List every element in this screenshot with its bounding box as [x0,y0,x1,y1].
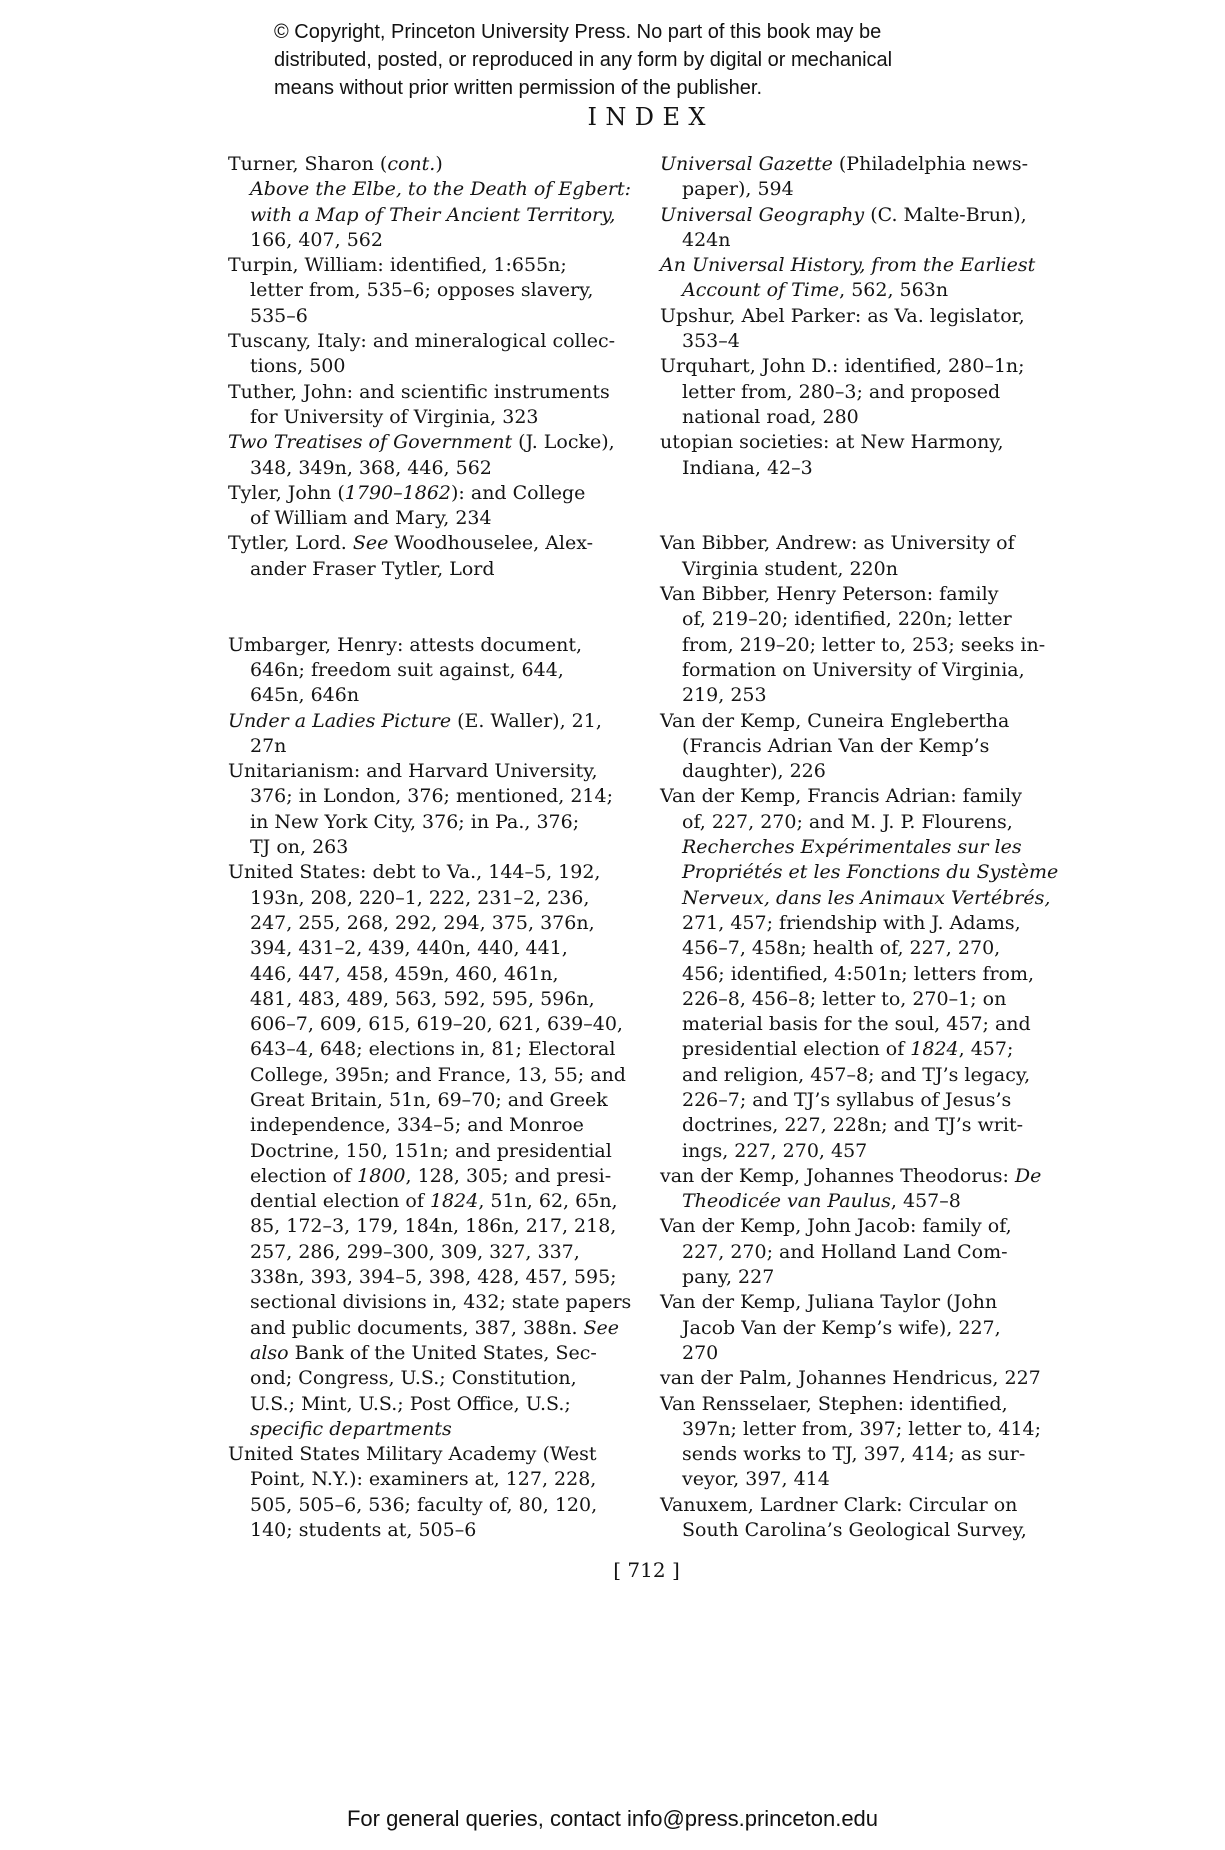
index-line: Propriétés et les Fonctions du Système [682,861,1059,884]
text-line: means without prior written permission of the publisher. [274,77,763,99]
index-line: 227, 270; and Holland Land Com- [682,1240,1008,1263]
index-line: ander Fraser Tytler, Lord [250,557,495,580]
index-line: (Francis Adrian Van der Kemp’s [682,734,990,757]
index-line: 394, 431–2, 439, 440n, 440, 441, [250,937,568,960]
index-line: 645n, 646n [250,684,360,707]
index-line: election of 1800, 128, 305; and presi- [250,1164,612,1187]
index-line: Great Britain, 51n, 69–70; and Greek [250,1088,608,1111]
index-line: Above the Elbe, to the Death of Egbert: [250,178,631,201]
index-line: Urquhart, John D.: identified, 280–1n; [660,355,1025,378]
index-line: daughter), 226 [682,760,826,783]
index-line: 643–4, 648; elections in, 81; Electoral [250,1038,616,1061]
index-line: sectional divisions in, 432; state papers [250,1291,632,1314]
index-line: 348, 349n, 368, 446, 562 [250,456,492,479]
index-line: 376; in London, 376; mentioned, 214; [250,785,614,808]
index-line: 646n; freedom suit against, 644, [250,658,564,681]
index-line: of, 227, 270; and M. J. P. Flourens, [682,810,1013,833]
index-line: of William and Mary, 234 [250,507,492,530]
index-line: dential election of 1824, 51n, 62, 65n, [250,1190,618,1213]
index-line: of, 219–20; identified, 220n; letter [682,608,1012,631]
index-line: 606–7, 609, 615, 619–20, 621, 639–40, [250,1013,623,1036]
text-line: © Copyright, Princeton University Press. No part of this book may be [274,21,882,43]
section-gap [228,582,643,633]
copyright-notice [274,18,892,102]
index-line: material basis for the soul, 457; and [682,1013,1031,1036]
index-line: 397n; letter from, 397; letter to, 414; [682,1417,1042,1440]
index-line: Van der Kemp, John Jacob: family of, [660,1215,1012,1238]
index-line: Indiana, 42–3 [682,456,813,479]
index-line: letter from, 280–3; and proposed [682,380,1001,403]
index-line: U.S.; Mint, U.S.; Post Office, U.S.; [250,1392,571,1415]
index-line: 535–6 [250,304,308,327]
index-line: South Carolina’s Geological Survey, [682,1519,1027,1542]
index-line: sends works to TJ, 397, 414; as sur- [682,1443,1026,1466]
index-line: Under a Ladies Picture (E. Waller), 21, [228,709,602,732]
index-line: Tuther, John: and scientific instruments [228,380,610,403]
index-line: also Bank of the United States, Sec- [250,1341,597,1364]
index-line: independence, 334–5; and Monroe [250,1114,584,1137]
index-column-right [660,152,1075,1543]
index-line: tions, 500 [250,355,346,378]
index-line: formation on University of Virginia, [682,658,1025,681]
text-line: distributed, posted, or reproduced in any form by digital or mechanical [274,49,893,71]
index-line: Account of Time, 562, 563n [682,279,949,302]
index-line: 27n [250,734,287,757]
index-line: from, 219–20; letter to, 253; seeks in- [682,633,1046,656]
index-line: 166, 407, 562 [250,228,383,251]
index-line: Van der Kemp, Cuneira Englebertha [660,709,1010,732]
index-line: ond; Congress, U.S.; Constitution, [250,1367,577,1390]
index-line: Nerveux, dans les Animaux Vertébrés, [682,886,1051,909]
index-line: presidential election of 1824, 457; [682,1038,1014,1061]
index-line: and religion, 457–8; and TJ’s legacy, [682,1063,1031,1086]
index-line: ings, 227, 270, 457 [682,1139,868,1162]
index-line: 193n, 208, 220–1, 222, 231–2, 236, [250,886,590,909]
index-line: Van Bibber, Andrew: as University of [660,532,1015,555]
index-line: letter from, 535–6; opposes slavery, [250,279,594,302]
index-line: 219, 253 [682,684,767,707]
index-line: 270 [682,1341,719,1364]
index-line: 456–7, 458n; health of, 227, 270, [682,937,1001,960]
page-number: [ 712 ] [613,1558,680,1582]
index-line: 226–8, 456–8; letter to, 270–1; on [682,987,1007,1010]
index-line: 247, 255, 268, 292, 294, 375, 376n, [250,911,595,934]
index-line: Recherches Expérimentales sur les [682,836,1022,859]
index-line: 85, 172–3, 179, 184n, 186n, 217, 218, [250,1215,617,1238]
index-line: Turpin, William: identified, 1:655n; [228,254,567,277]
index-line: Tuscany, Italy: and mineralogical collec- [228,330,616,353]
index-line: utopian societies: at New Harmony, [660,431,1004,454]
index-line: veyor, 397, 414 [682,1468,830,1491]
index-line: Theodicée van Paulus, 457–8 [682,1190,961,1213]
index-line: specific departments [250,1417,452,1440]
index-line: Van der Kemp, Francis Adrian: family [660,785,1022,808]
index-line: An Universal History, from the Earliest [660,254,1036,277]
index-line: Virginia student, 220n [682,557,898,580]
index-line: United States: debt to Va., 144–5, 192, [228,861,601,884]
index-line: Turner, Sharon (cont.) [228,153,443,175]
index-line: pany, 227 [682,1266,775,1289]
index-line: Doctrine, 150, 151n; and presidential [250,1139,612,1162]
index-line: Universal Geography (C. Malte-Brun), [660,203,1027,226]
index-line: Upshur, Abel Parker: as Va. legislator, [660,304,1025,327]
index-line: Tyler, John (1790–1862): and College [228,481,586,504]
index-line: Two Treatises of Government (J. Locke), [228,431,615,454]
index-line: United States Military Academy (West [228,1443,597,1466]
index-line: and public documents, 387, 388n. See [250,1316,620,1339]
page-title: INDEX [587,103,714,131]
section-gap [660,481,1075,532]
index-line: Van der Kemp, Juliana Taylor (John [660,1291,998,1314]
index-line: national road, 280 [682,405,859,428]
index-line: 271, 457; friendship with J. Adams, [682,911,1021,934]
index-line: Universal Gazette (Philadelphia news- [660,153,1029,175]
index-line: Van Bibber, Henry Peterson: family [660,583,999,606]
index-line: paper), 594 [682,178,794,201]
index-line: Vanuxem, Lardner Clark: Circular on [660,1493,1018,1516]
index-line: 353–4 [682,330,740,353]
index-line: 257, 286, 299–300, 309, 327, 337, [250,1240,580,1263]
index-line: for University of Virginia, 323 [250,405,539,428]
index-line: 505, 505–6, 536; faculty of, 80, 120, [250,1493,598,1516]
index-line: 456; identified, 4:501n; letters from, [682,962,1035,985]
index-line: Point, N.Y.): examiners at, 127, 228, [250,1468,597,1491]
index-line: 424n [682,228,731,251]
index-line: Van Rensselaer, Stephen: identified, [660,1392,1008,1415]
index-line: with a Map of Their Ancient Territory, [250,203,616,226]
index-line: Unitarianism: and Harvard University, [228,760,598,783]
index-column-left [228,152,643,1543]
index-line: Tytler, Lord. See Woodhouselee, Alex- [228,532,594,555]
index-line: College, 395n; and France, 13, 55; and [250,1063,626,1086]
index-line: 140; students at, 505–6 [250,1519,477,1542]
index-line: doctrines, 227, 228n; and TJ’s writ- [682,1114,1023,1137]
index-line: Jacob Van der Kemp’s wife), 227, [682,1316,1001,1339]
footer-contact: For general queries, contact info@press.princeton.edu [346,1806,879,1831]
index-line: van der Palm, Johannes Hendricus, 227 [660,1367,1041,1390]
index-line: 481, 483, 489, 563, 592, 595, 596n, [250,987,595,1010]
index-line: Umbarger, Henry: attests document, [228,633,583,656]
index-line: 226–7; and TJ’s syllabus of Jesus’s [682,1088,1012,1111]
index-line: in New York City, 376; in Pa., 376; [250,810,580,833]
index-line: van der Kemp, Johannes Theodorus: De [660,1164,1042,1187]
index-line: 446, 447, 458, 459n, 460, 461n, [250,962,559,985]
index-line: TJ on, 263 [250,836,349,859]
index-line: 338n, 393, 394–5, 398, 428, 457, 595; [250,1266,617,1289]
